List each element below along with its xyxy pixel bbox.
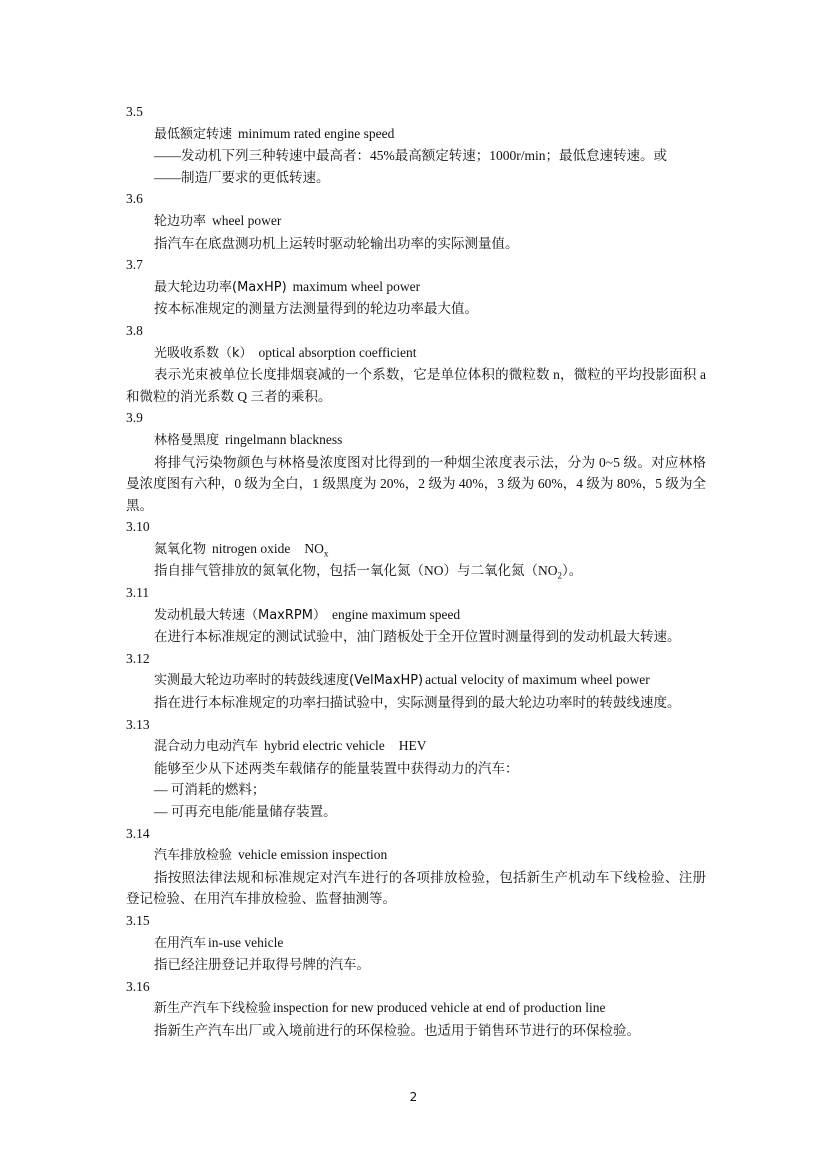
term-entry [126, 188, 706, 254]
definition-line: ——制造厂要求的更低转速。 [154, 169, 330, 185]
term-english: in-use vehicle [208, 934, 284, 950]
term-english: ringelmann blackness [225, 431, 343, 447]
terms-section [126, 101, 706, 1042]
clause-number: 3.7 [126, 257, 143, 273]
term-english: minimum rated engine speed [238, 125, 395, 141]
term-english: engine maximum speed [331, 606, 461, 622]
term-heading [126, 604, 706, 627]
term-chinese: 汽车排放检验 [154, 848, 233, 864]
abbreviation-subscript: x [323, 548, 329, 559]
term-heading [126, 429, 706, 452]
term-entry [126, 101, 706, 188]
term-chinese: 林格曼黑度 [154, 432, 220, 448]
term-chinese: 氮氧化物 [154, 541, 207, 557]
clause-number: 3.9 [126, 410, 143, 426]
term-heading [126, 669, 706, 692]
term-entry [126, 407, 706, 516]
term-entry [126, 976, 706, 1042]
definition: 指在进行本标准规定的功率扫描试验中，实际测量得到的最大轮边功率时的转鼓线速度。 [154, 695, 681, 711]
term-heading [126, 342, 706, 365]
term-entry [126, 648, 706, 714]
term-heading [126, 123, 706, 146]
definition-list-item: — 可再充电能/能量储存装置。 [154, 804, 337, 819]
term-english: optical absorption coefficient [258, 344, 417, 360]
definition-text: 指自排气管排放的氮氧化物，包括一氧化氮（NO）与二氧化氮（NO [154, 563, 558, 579]
term-chinese: 新生产汽车下线检验 [154, 1001, 272, 1017]
term-english: vehicle emission inspection [238, 847, 388, 863]
term-entry [126, 823, 706, 910]
definition-line: ——发动机下列三种转速中最高者：45%最高额定转速；1000r/min；最低怠速转速。或 [154, 148, 667, 164]
term-chinese: 轮边功率 [154, 213, 207, 229]
term-chinese: 在用汽车 [154, 935, 207, 951]
definition: 指已经注册登记并取得号牌的汽车。 [154, 957, 370, 973]
definition: 将排气污染物颜色与林格曼浓度图对比得到的一种烟尘浓度表示法，分为 0~5 级。对应林格曼浓度图有六种，0 级为全白，1 级黑度为 20%，2 级为 40%，3 级为 60%，4 级为 80%，5 级为全黑。 [126, 454, 706, 513]
term-heading [126, 538, 706, 561]
term-english: nitrogen oxide [212, 540, 291, 556]
term-entry [126, 582, 706, 648]
clause-number: 3.8 [126, 322, 143, 338]
definition-list-item: — 可消耗的燃料； [154, 782, 266, 798]
definition: 表示光束被单位长度排烟衰减的一个系数，它是单位体积的微粒数 n，微粒的平均投影面积 a 和微粒的消光系数 Q 三者的乘积。 [126, 367, 706, 404]
term-chinese: 发动机最大转速（MaxRPM） [154, 607, 326, 623]
term-chinese: 实测最大轮边功率时的转鼓线速度(VelMaxHP) [154, 673, 424, 689]
clause-number: 3.11 [126, 585, 150, 601]
term-english: wheel power [212, 212, 282, 228]
term-heading [126, 844, 706, 867]
definition-subscript: 2 [557, 571, 562, 582]
term-english: inspection for new produced vehicle at end of production line [273, 1000, 606, 1016]
term-english: hybrid electric vehicle [264, 738, 385, 754]
term-heading [126, 276, 706, 299]
definition: 指新生产汽车出厂或入境前进行的环保检验。也适用于销售环节进行的环保检验。 [154, 1022, 640, 1038]
definition: 在进行本标准规定的测试试验中，油门踏板处于全开位置时测量得到的发动机最大转速。 [154, 629, 681, 645]
term-heading [126, 735, 706, 758]
term-entry [126, 254, 706, 320]
page-number: 2 [409, 1090, 418, 1104]
definition: 指汽车在底盘测功机上运转时驱动轮输出功率的实际测量值。 [154, 235, 519, 251]
definition [126, 560, 706, 582]
definition: 指按照法律法规和标准规定对汽车进行的各项排放检验，包括新生产机动车下线检验、注册登记检验、在用汽车排放检验、监督抽测等。 [126, 869, 706, 907]
clause-number: 3.13 [126, 716, 150, 732]
term-chinese: 光吸收系数（k） [154, 345, 253, 361]
definition-text-end: ）。 [562, 563, 583, 579]
term-chinese: 混合动力电动汽车 [154, 739, 259, 755]
term-abbreviation [304, 540, 329, 559]
term-heading [126, 210, 706, 233]
clause-number: 3.15 [126, 912, 150, 928]
abbreviation-text: NO [304, 540, 324, 556]
clause-number: 3.6 [126, 191, 143, 207]
term-entry [126, 320, 706, 407]
definition: 能够至少从下述两类车载储存的能量装置中获得动力的汽车： [154, 760, 519, 776]
term-abbreviation: HEV [398, 738, 427, 754]
clause-number: 3.16 [126, 978, 150, 994]
clause-number: 3.5 [126, 104, 143, 119]
term-chinese: 最大轮边功率(MaxHP) [154, 279, 287, 295]
term-entry [126, 516, 706, 582]
clause-number: 3.10 [126, 519, 150, 535]
term-english: maximum wheel power [292, 278, 421, 294]
clause-number: 3.12 [126, 650, 150, 666]
clause-number: 3.14 [126, 825, 150, 841]
term-heading [126, 932, 706, 955]
term-chinese: 最低额定转速 [154, 126, 233, 142]
term-english: actual velocity of maximum wheel power [425, 672, 650, 688]
term-heading [126, 997, 706, 1020]
term-entry [126, 910, 706, 976]
term-entry [126, 714, 706, 823]
definition: 按本标准规定的测量方法测量得到的轮边功率最大值。 [154, 301, 478, 317]
